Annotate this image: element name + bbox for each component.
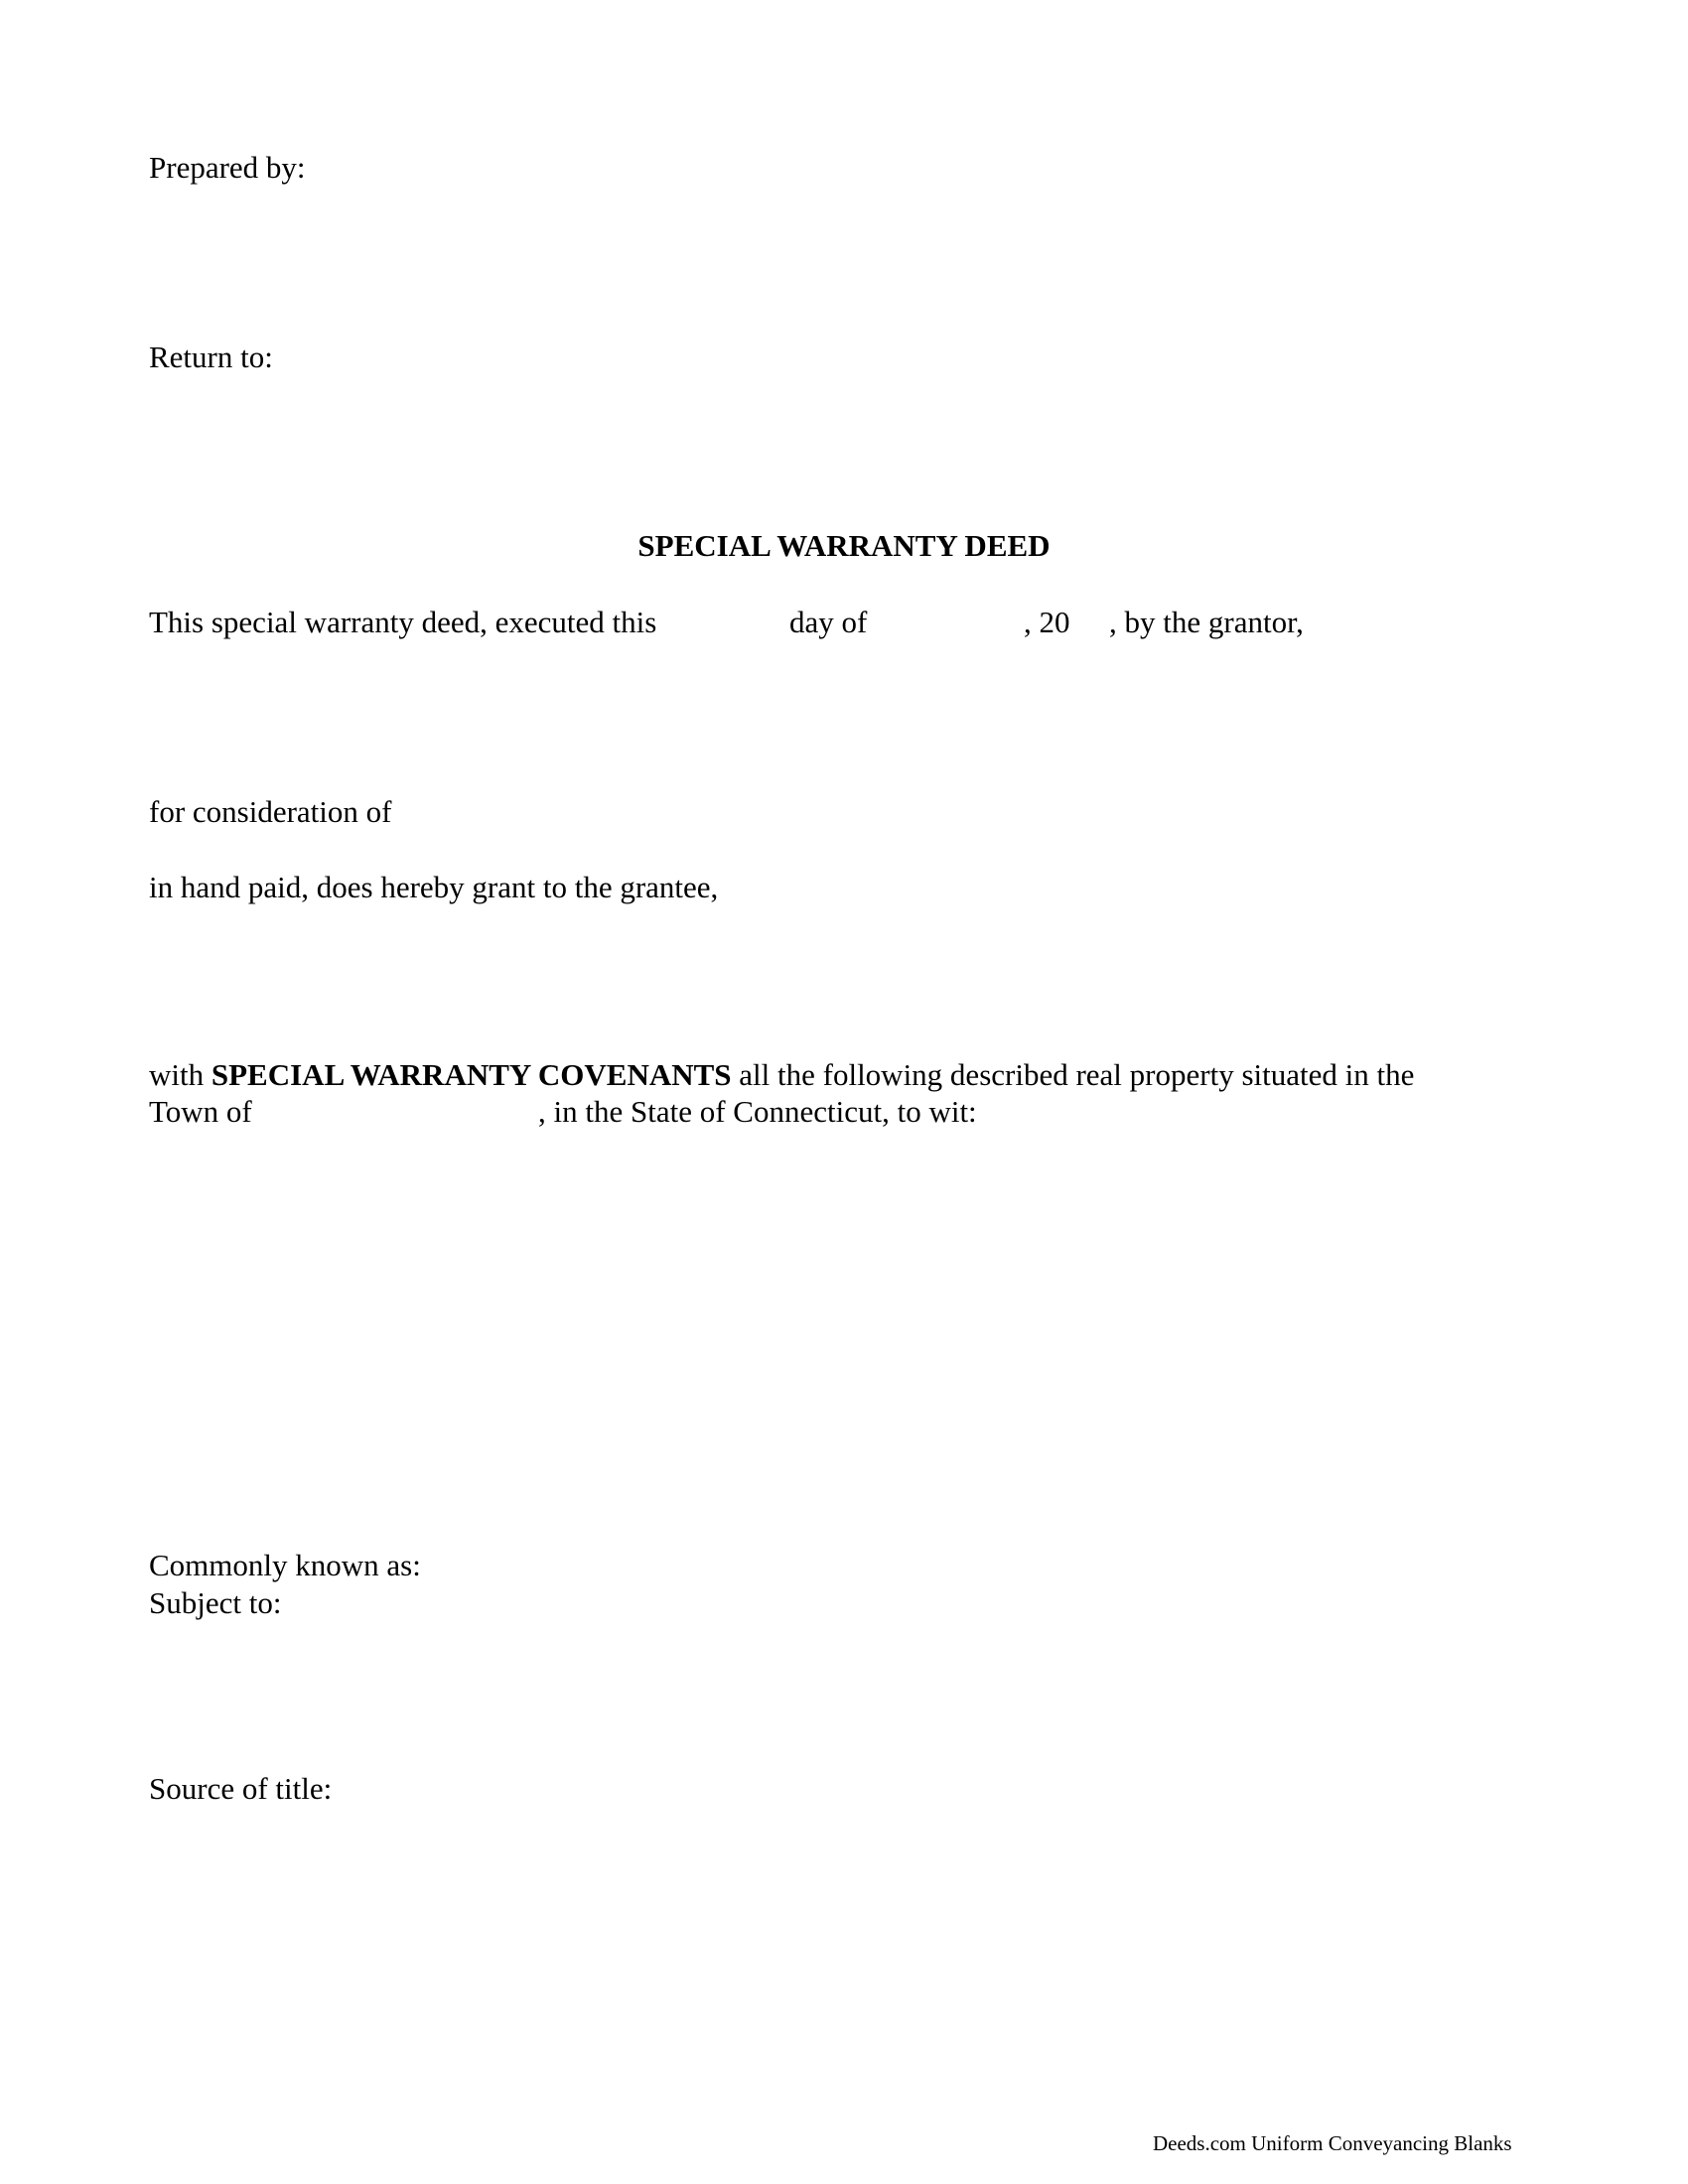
execution-lead-text: This special warranty deed, executed this	[149, 605, 657, 639]
state-text: , in the State of Connecticut, to wit:	[538, 1094, 977, 1129]
subject-to-label: Subject to:	[149, 1585, 282, 1620]
day-of-text: day of	[789, 605, 868, 639]
covenants-bold-text: SPECIAL WARRANTY COVENANTS	[211, 1057, 740, 1092]
return-to-label: Return to:	[149, 340, 273, 374]
source-of-title-label: Source of title:	[149, 1771, 333, 1806]
page-title: SPECIAL WARRANTY DEED	[637, 528, 1051, 563]
covenants-rest-text: all the following described real property situated in the	[739, 1057, 1415, 1092]
year-text: , 20	[1024, 605, 1070, 639]
consideration-text: for consideration of	[149, 794, 392, 829]
commonly-known-as-label: Commonly known as:	[149, 1548, 421, 1582]
grantor-text: , by the grantor,	[1109, 605, 1304, 639]
prepared-by-label: Prepared by:	[149, 150, 306, 185]
grant-text: in hand paid, does hereby grant to the grantee,	[149, 870, 719, 904]
covenants-with-text: with	[149, 1057, 205, 1092]
town-of-text: Town of	[149, 1094, 252, 1129]
footer-text: Deeds.com Uniform Conveyancing Blanks	[1153, 2131, 1512, 2155]
